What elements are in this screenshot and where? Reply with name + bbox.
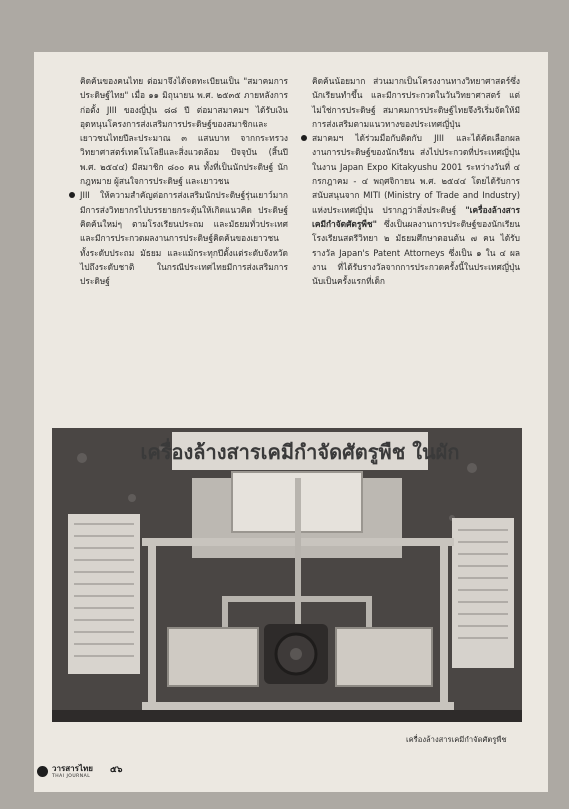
photo-caption: เครื่องล้างสารเคมีกำจัดศัตรูพืช: [406, 735, 507, 744]
photo-illustration: [52, 428, 522, 722]
left-column: [80, 74, 288, 288]
logo-main-text: วารสารไทย: [52, 764, 93, 773]
bullet-icon: [69, 192, 75, 198]
left-bullet-paragraph: [80, 188, 288, 288]
right-paragraph-2-lead: สมาคมฯ ได้ร่วมมือกับติดกับ JIII และได้คัดเลือกผลงานการประดิษฐ์ของนักเรียน ส่งไปประกวดที่ประเทศญี่ปุ่นในงาน Japan Expo Kitakyushu 2001 ระหว่างวันที่ ๔ กรกฎาคม - ๔ พฤศจิกายน พ.ศ. ๒๕๔๔ โดยได้รับการสนับสนุนจาก MITI (Ministry of Trade and Industry) แห่งประเทศญี่ปุ่น ปรากฏว่าสิ่งประดิษฐ์: [312, 133, 520, 215]
magazine-page: [34, 52, 548, 792]
right-paragraph-1: คิดค้นน้อยมาก ส่วนมากเป็นโครงงานทางวิทยาศาสตร์ซึ่งนักเรียนทำขึ้น และมีการประกวดในวันวิทยาศาสตร์ แต่ไม่ใช่การประดิษฐ์ สมาคมการประดิษฐ์ไทยจึงริเริ่มจัดให้มีการส่งเสริมตามแนวทางของประเทศญี่ปุ่น: [312, 76, 520, 129]
left-paragraph-1: คิดค้นของคนไทย ต่อมาจึงได้จดทะเบียนเป็น "สมาคมการประดิษฐ์ไทย" เมื่อ ๑๑ มิถุนายน พ.ศ. ๒๕๓๕ ภายหลังการก่อตั้ง JIII ของญี่ปุ่น ๘๘ ปี ต่อมาสมาคมฯ ได้รับเงินอุดหนุนโครงการส่งเสริมการประดิษฐ์ของสมาชิกและเยาวชนไทยปีละประมาณ ๓ แสนบาท จากกระทรวงวิทยาศาสตร์เทคโนโลยีและสิ่งแวดล้อม ปัจจุบัน (สิ้นปี พ.ศ. ๒๕๔๔) มีสมาชิก ๘๐๐ คน ทั้งที่เป็นนักประดิษฐ์ นักกฎหมาย ผู้สนใจการประดิษฐ์ และเยาวชน: [80, 76, 288, 187]
logo-circle-icon: [36, 765, 49, 778]
left-paragraph-2: JIII ให้ความสำคัญต่อการส่งเสริมนักประดิษฐ์รุ่นเยาว์มาก มีการส่งวิทยากรไปบรรยายกระตุ้นให้เกิดแนวคิด ประดิษฐ์คิดค้นใหม่ๆ ตามโรงเรียนประถม และมัธยมทั่วประเทศ และมีการประกวดผลงานการประดิษฐ์คิดค้นของเยาวชนทั้งระดับประถม มัธยม และแม้กระทุกปีตั้งแต่ระดับจังหวัดไปถึงระดับชาติ ในกรณีประเทศไทยมีการส่งเสริมการประดิษฐ์: [80, 190, 288, 287]
invention-name: "เครื่องล้างสารเคมีกำจัดศัตรูพืช": [312, 204, 520, 229]
publication-logo: [36, 762, 93, 781]
right-column: [312, 74, 520, 288]
right-bullet-paragraph: [312, 131, 520, 288]
page-number: ๕๖: [110, 765, 123, 775]
sign-text: เครื่องล้างสารเคมีกำจัดศัตรูพืช ในผัก: [140, 440, 460, 464]
bullet-icon: [301, 135, 307, 141]
right-paragraph-2-rest: ซึ่งเป็นผลงานการประดิษฐ์ของนักเรียนโรงเรียนสตรีวิทยา ๒ มัธยมศึกษาตอนต้น ๗ คน ได้รับรางวัล Japan's Patent Attorneys ซึ่งเป็น ๑ ใน ๔ ผลงาน ที่ได้รับรางวัลจากการประกวดครั้งนี้ในประเทศญี่ปุ่น นับเป็นครั้งแรกที่เด็ก: [312, 218, 520, 287]
photo-chemical-washer: [52, 428, 522, 722]
logo-sub-text: THAI JOURNAL: [52, 774, 91, 779]
right-paragraph-2: [312, 131, 520, 288]
